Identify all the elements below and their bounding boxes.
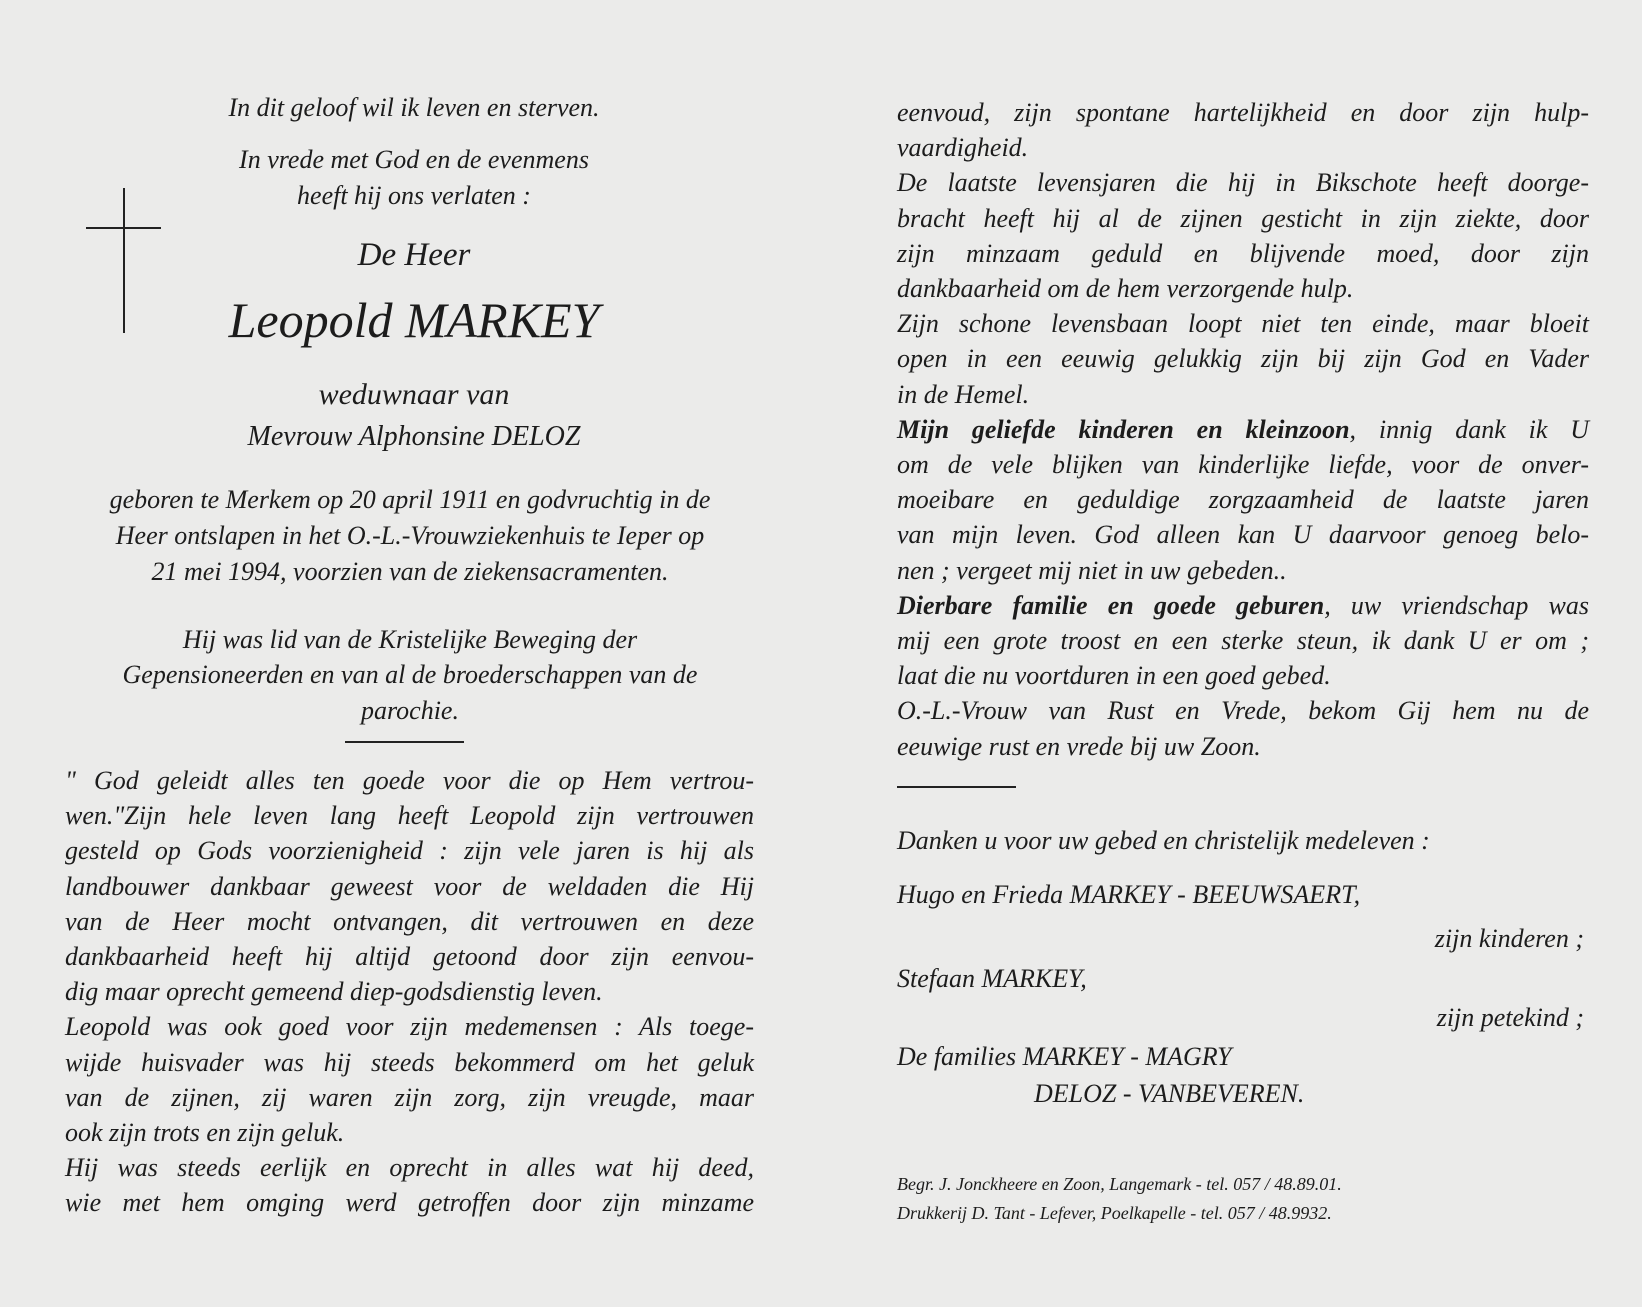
line-text: Hij was steeds eerlijk en oprecht in alles wat hij deed, bbox=[65, 1153, 754, 1183]
text-line bbox=[897, 659, 1589, 693]
children-role: zijn kinderen ; bbox=[1434, 924, 1584, 953]
birth-line: geboren te Merkem op 20 april 1911 en godvruchtig in de bbox=[109, 485, 711, 514]
birth-line: Heer ontslapen in het O.-L.-Vrouwziekenhuis te Ieper op bbox=[115, 521, 705, 550]
text-line bbox=[65, 1186, 754, 1220]
text-line bbox=[897, 554, 1589, 588]
line-text: wie met hem omging werd getroffen door zijn minzame bbox=[65, 1188, 754, 1218]
line-text: ook zijn trots en zijn geluk. bbox=[65, 1118, 345, 1147]
line-text: wen."Zijn hele leven lang heeft Leopold zijn vertrouwen bbox=[65, 801, 754, 831]
line-text: moeibare en geduldige zorgzaamheid de laatste jaren bbox=[897, 485, 1589, 515]
line-text: eenvoud, zijn spontane hartelijkheid en door zijn hulp- bbox=[897, 98, 1589, 127]
divider-left bbox=[345, 741, 464, 743]
line-text: gesteld op Gods voorzienigheid : zijn vele jaren is hij als bbox=[65, 836, 754, 866]
line-text: eeuwige rust en vrede bij uw Zoon. bbox=[897, 731, 1261, 761]
line-text: vaardigheid. bbox=[897, 133, 1029, 163]
text-line bbox=[897, 483, 1589, 517]
line-text: bracht heeft hij al de zijnen gesticht in zijn ziekte, door bbox=[897, 203, 1589, 233]
text-line bbox=[65, 1151, 754, 1185]
printer-credit: Drukkerij D. Tant - Lefever, Poelkapelle - tel. 057 / 48.9932. bbox=[897, 1203, 1332, 1223]
text-line bbox=[897, 518, 1589, 552]
text-line bbox=[65, 1046, 754, 1080]
godchild-role: zijn petekind ; bbox=[1436, 1003, 1584, 1032]
membership-line: Hij was lid van de Kristelijke Beweging der bbox=[182, 625, 638, 654]
line-text: dankbaarheid heeft hij altijd getoond door zijn eenvou- bbox=[65, 942, 754, 971]
line-text: Zijn schone levensbaan loopt niet ten einde, maar bloeit bbox=[897, 309, 1589, 339]
text-line bbox=[897, 131, 1589, 165]
line-text: zijn minzaam geduld en blijvende moed, door zijn bbox=[897, 238, 1589, 268]
line-text: , innig dank ik U bbox=[1349, 414, 1589, 444]
line-text: van de Heer mocht ontvangen, dit vertrouwen en deze bbox=[65, 906, 754, 936]
line-text: van mijn leven. God alleen kan U daarvoor genoeg belo- bbox=[897, 520, 1589, 550]
widower-label: weduwnaar van bbox=[318, 378, 510, 411]
line-text: dankbaarheid om de hem verzorgende hulp. bbox=[897, 274, 1354, 303]
line-text: De laatste levensjaren die hij in Bikschote heeft doorge- bbox=[897, 168, 1589, 198]
text-line bbox=[897, 272, 1589, 306]
text-line bbox=[897, 166, 1589, 200]
families-line-2: DELOZ - VANBEVEREN. bbox=[1034, 1079, 1305, 1108]
intro-line-2: heeft hij ons verlaten : bbox=[297, 181, 531, 210]
line-text: open in een eeuwig gelukkig zijn bij zijn God en Vader bbox=[897, 344, 1589, 374]
text-line bbox=[897, 448, 1589, 482]
text-line bbox=[897, 413, 1589, 447]
text-line bbox=[897, 307, 1589, 341]
birth-line: 21 mei 1994, voorzien van de ziekensacramenten. bbox=[151, 557, 669, 586]
deceased-name: Leopold MARKEY bbox=[228, 292, 600, 348]
line-text: van de zijnen, zij waren zijn zorg, zijn vreugde, maar bbox=[65, 1082, 754, 1112]
line-text: landbouwer dankbaar geweest voor de weldaden die Hij bbox=[65, 871, 754, 901]
text-line bbox=[65, 764, 754, 798]
membership-line: Gepensioneerden en van al de broederschappen van de bbox=[122, 660, 698, 689]
divider-right bbox=[897, 786, 1016, 788]
text-line bbox=[897, 694, 1589, 728]
honorific: De Heer bbox=[357, 237, 471, 273]
line-text: mij een grote troost en een sterke steun, ik dank U er om ; bbox=[897, 626, 1589, 655]
text-line bbox=[65, 799, 754, 833]
godchild-name: Stefaan MARKEY, bbox=[897, 964, 1087, 993]
line-text: " God geleidt alles ten goede voor die op Hem vertrou- bbox=[65, 766, 754, 795]
text-line bbox=[897, 378, 1589, 412]
text-line bbox=[65, 940, 754, 974]
text-line bbox=[897, 624, 1589, 658]
bold-phrase: Dierbare familie en goede geburen bbox=[897, 590, 1325, 620]
line-text: dig maar oprecht gemeend diep-godsdienstig leven. bbox=[65, 977, 603, 1007]
text-line bbox=[65, 905, 754, 939]
text-line bbox=[65, 1081, 754, 1115]
line-text: laat die nu voortduren in een goed gebed. bbox=[897, 661, 1331, 691]
thanks-intro: Danken u voor uw gebed en christelijk medeleven : bbox=[897, 826, 1430, 855]
text-line bbox=[897, 342, 1589, 376]
text-line bbox=[897, 202, 1589, 236]
line-text: wijde huisvader was hij steeds bekommerd om het geluk bbox=[65, 1047, 754, 1077]
undertaker-credit: Begr. J. Jonckheere en Zoon, Langemark - tel. 057 / 48.89.01. bbox=[897, 1174, 1342, 1194]
families-line-1: De families MARKEY - MAGRY bbox=[897, 1042, 1232, 1071]
line-text: Leopold was ook goed voor zijn medemensen : Als toege- bbox=[65, 1012, 754, 1042]
bold-phrase: Mijn geliefde kinderen en kleinzoon bbox=[897, 414, 1350, 444]
text-line bbox=[65, 1116, 754, 1150]
text-line bbox=[897, 96, 1589, 130]
spouse-name: Mevrouw Alphonsine DELOZ bbox=[247, 421, 581, 452]
text-line bbox=[897, 589, 1589, 623]
membership-line: parochie. bbox=[361, 696, 459, 725]
text-line bbox=[65, 975, 754, 1009]
line-text: nen ; vergeet mij niet in uw gebeden.. bbox=[897, 555, 1287, 585]
text-line bbox=[65, 834, 754, 868]
children-names: Hugo en Frieda MARKEY - BEEUWSAERT, bbox=[897, 880, 1361, 909]
line-text: , uw vriendschap was bbox=[1324, 590, 1589, 620]
text-line bbox=[65, 870, 754, 904]
text-line bbox=[897, 730, 1589, 764]
line-text: om de vele blijken van kinderlijke liefde, voor de onver- bbox=[897, 450, 1589, 479]
line-text: O.-L.-Vrouw van Rust en Vrede, bekom Gij hem nu de bbox=[897, 696, 1589, 726]
line-text: in de Hemel. bbox=[897, 379, 1030, 409]
text-line bbox=[65, 1010, 754, 1044]
motto: In dit geloof wil ik leven en sterven. bbox=[228, 93, 600, 122]
text-line bbox=[897, 237, 1589, 271]
intro-line-1: In vrede met God en de evenmens bbox=[239, 145, 589, 174]
